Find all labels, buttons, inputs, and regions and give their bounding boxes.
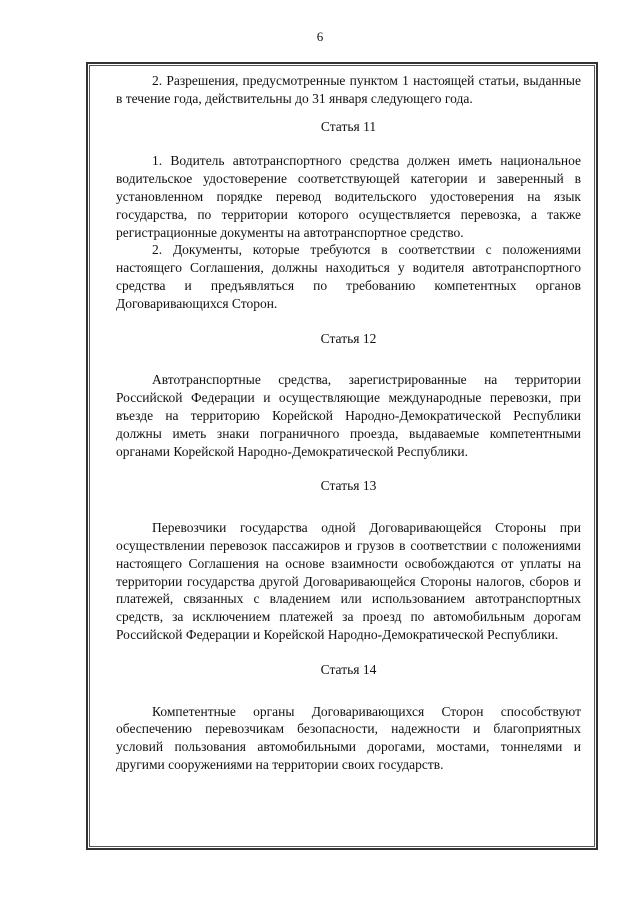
article-13-paragraph-1: Перевозчики государства одной Договаривающейся Стороны при осуществлении перевозок пассажиров и грузов в соответствии с положениями настоящего Соглашения на основе взаимности освобождаются от уплаты на территории государства другой Договаривающейся Стороны налогов, сборов и платежей, связанных с владением или использованием автотранспортных средств, за исключением платежей за проезд по автомобильным дорогам Российской Федерации и Корейской Народно-Демократической Республики. xyxy=(116,520,581,642)
article-14-heading: Статья 14 xyxy=(320,661,377,677)
document-body xyxy=(116,72,581,774)
article-11-paragraph-1: 1. Водитель автотранспортного средства должен иметь национальное водительское удостоверение соответствующей категории и заверенный в установленном порядке перевод водительского удостоверения на язык государства, по территории которого осуществляется перевозка, а также регистрационные документы на автотранспортное средство. xyxy=(116,153,581,240)
article-11-paragraph-2: 2. Документы, которые требуются в соответствии с положениями настоящего Соглашения, должны находиться у водителя автотранспортного средства и предъявляться по требованию компетентных органов Договаривающихся Сторон. xyxy=(116,242,581,311)
article-12-heading: Статья 12 xyxy=(320,330,377,346)
paragraph-permits-validity: 2. Разрешения, предусмотренные пунктом 1 настоящей статьи, выданные в течение года, действительны до 31 января следующего года. xyxy=(116,73,581,106)
article-13-heading: Статья 13 xyxy=(320,478,377,494)
article-11-heading: Статья 11 xyxy=(320,118,377,134)
article-14-paragraph-1: Компетентные органы Договаривающихся Сторон способствуют обеспечению перевозчикам безопасности, надежности и благоприятных условий пользования автомобильными дорогами, мостами, тоннелями и другими сооружениями на территории своих государств. xyxy=(116,703,581,772)
page-number: 6 xyxy=(316,29,324,44)
article-12-paragraph-1: Автотранспортные средства, зарегистрированные на территории Российской Федерации и осуществляющие международные перевозки, при въезде на территорию Корейской Народно-Демократической Республики должны иметь знаки пограничного проезда, выдаваемые компетентными органами Корейской Народно-Демократической Республики. xyxy=(116,372,581,459)
